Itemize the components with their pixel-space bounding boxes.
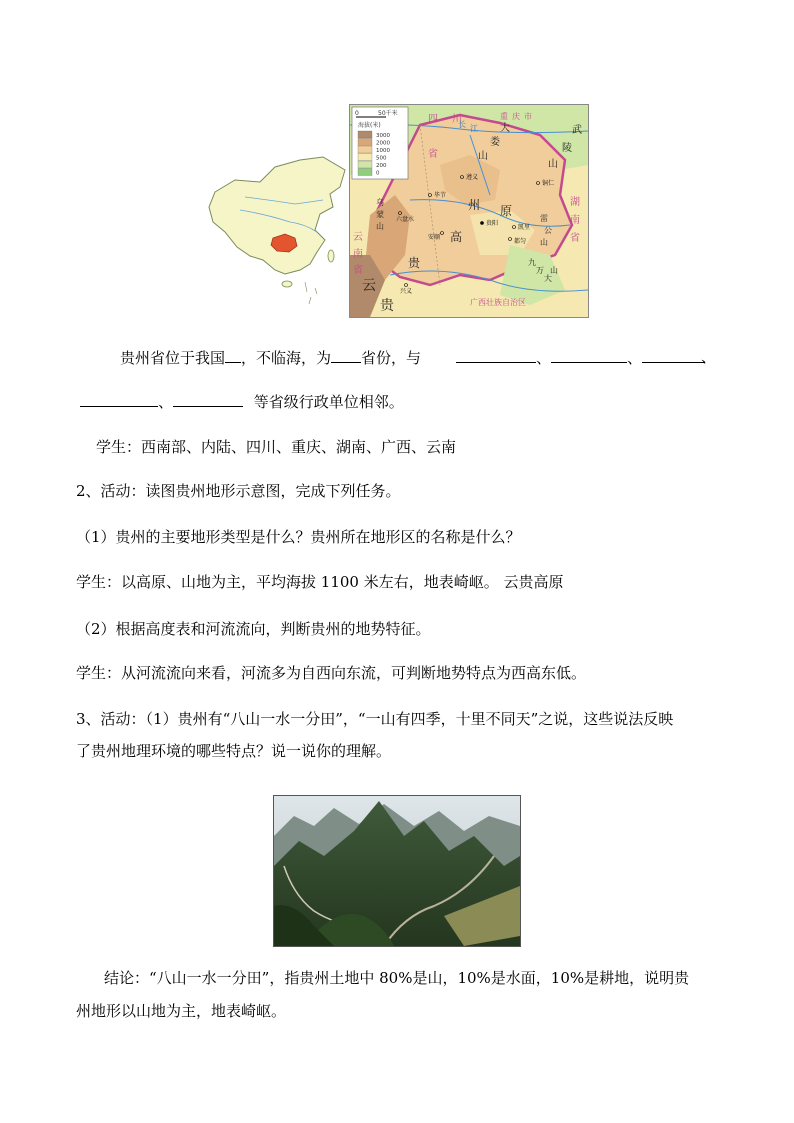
legend-level-label: 200 — [376, 163, 387, 169]
city-anshun: 安顺 — [428, 234, 441, 241]
label-hunan-3: 省 — [570, 233, 580, 244]
legend-title: 海拔(米) — [358, 122, 381, 129]
activity-3-line-1: 3、活动：（1）贵州有“八山一水一分田”，“一山有四季，十里不同天”之说，这些说法反映 — [76, 710, 674, 728]
karst-mountain-photo — [273, 795, 521, 947]
separator-4: 、 — [158, 393, 174, 411]
label-yunnan-3: 省 — [353, 265, 363, 276]
answer-2-2: 学生：从河流流向来看，河流多为自西向东流，可判断地势特点为西高东低。 — [76, 664, 587, 682]
legend-level-label: 1000 — [376, 148, 390, 154]
city-xingyi: 兴义 — [400, 288, 413, 295]
label-gui-2: 贵 — [380, 298, 394, 314]
label-chongqing-3: 市 — [524, 112, 532, 121]
label-yunnan-2: 南 — [353, 249, 363, 260]
label-chang: 长 — [458, 120, 466, 129]
label-wu2: 乌 — [376, 198, 384, 207]
fill-blank-question-line-1 — [120, 346, 421, 369]
city-kaili: 凯里 — [518, 224, 531, 231]
activity-2-heading: 2、活动：读图贵州地形示意图，完成下列任务。 — [76, 482, 401, 500]
label-yun: 云 — [362, 278, 376, 294]
label-guangxi: 广西壮族自治区 — [470, 298, 526, 307]
label-jiu: 九 — [528, 258, 536, 267]
label-da-2: 大 — [544, 274, 552, 283]
china-outline — [209, 157, 345, 274]
label-shan-1: 山 — [478, 151, 488, 162]
question-2-2: （2）根据高度表和河流流向，判断贵州的地势特征。 — [76, 620, 431, 638]
conclusion-line-1: 结论：“八山一水一分田”，指贵州土地中 80%是山，10%是水面，10%是耕地，说明贵 — [104, 969, 690, 987]
blank-location[interactable] — [225, 346, 241, 363]
label-shan-3: 山 — [376, 222, 384, 231]
label-lei: 雷 — [540, 214, 548, 223]
blank-type[interactable] — [331, 346, 361, 363]
legend-swatch — [358, 169, 372, 176]
conclusion-line-2: 州地形以山地为主，地表崎岖。 — [76, 1002, 287, 1020]
city-bijie: 毕节 — [434, 192, 447, 199]
city-liupanshui: 六盘水 — [396, 216, 415, 223]
china-locator-map — [205, 152, 355, 312]
blank-neighbor-3[interactable] — [642, 346, 704, 363]
label-hunan-2: 南 — [570, 215, 580, 226]
city-guiyang: 贵阳 — [486, 220, 499, 227]
city-tongren: 铜仁 — [542, 180, 555, 187]
blank-neighbor-4[interactable] — [80, 390, 158, 407]
legend-level-label: 500 — [376, 155, 387, 162]
label-chongqing-2: 庆 — [512, 112, 520, 121]
legend-swatch — [358, 139, 372, 146]
label-ling: 陵 — [562, 143, 572, 154]
legend-swatch — [358, 161, 372, 168]
label-shan-4: 山 — [540, 238, 548, 247]
label-gao: 高 — [450, 230, 463, 244]
q1-text-a: 贵州省位于我国 — [120, 349, 226, 367]
legend-swatch — [358, 131, 372, 138]
legend-swatch — [358, 154, 372, 161]
label-sichuan-1: 四 — [428, 114, 438, 125]
label-hunan-1: 湖 — [570, 197, 580, 208]
label-zhou: 州 — [468, 198, 481, 212]
blank-neighbor-2[interactable] — [551, 346, 627, 363]
question-2-1: （1）贵州的主要地形类型是什么？贵州所在地形区的名称是什么？ — [76, 528, 521, 546]
legend-level-label: 3000 — [376, 133, 390, 139]
scale-label: 50千米 — [378, 110, 398, 117]
answer-2-1: 学生：以高原、山地为主，平均海拔 1100 米左右，地表崎岖。 云贵高原 — [76, 573, 564, 591]
city-duyun: 都匀 — [514, 238, 527, 245]
scale-zero: 0 — [355, 110, 359, 117]
legend-level-label: 0 — [376, 170, 380, 177]
answer-1: 学生：西南部、内陆、四川、重庆、湖南、广西、云南 — [96, 438, 457, 456]
elevation-legend — [352, 107, 408, 179]
label-gui: 贵 — [408, 256, 421, 270]
blank-neighbor-5[interactable] — [173, 390, 243, 407]
taiwan-island — [328, 250, 334, 262]
label-gong: 公 — [544, 226, 552, 235]
neighbor-blanks-line-1 — [456, 346, 704, 369]
label-sichuan-2: 川 — [452, 114, 462, 125]
legend-level-label: 2000 — [376, 140, 390, 147]
q1-text-tail: 等省级行政单位相邻。 — [253, 393, 404, 411]
label-wan: 万 — [536, 266, 544, 275]
label-shan-2: 山 — [548, 159, 558, 170]
label-lou: 娄 — [490, 137, 500, 148]
separator-1: 、 — [536, 349, 552, 367]
label-wu: 武 — [572, 125, 582, 136]
label-shan-5: 山 — [550, 266, 558, 275]
label-jiang: 江 — [470, 124, 478, 133]
blank-neighbor-1[interactable] — [456, 346, 536, 363]
label-chongqing-1: 重 — [500, 112, 508, 121]
fill-blank-question-line-2 — [80, 390, 404, 413]
label-sichuan-3: 省 — [428, 149, 438, 160]
separator-end-line-1: 、 — [701, 348, 717, 366]
separator-2: 、 — [627, 349, 643, 367]
label-yunnan-1: 云 — [353, 232, 363, 243]
label-yuan: 原 — [500, 204, 513, 218]
activity-3-line-2: 了贵州地理环境的哪些特点？说一说你的理解。 — [76, 742, 392, 760]
q1-text-b: ，不临海，为 — [241, 349, 332, 367]
q1-text-c: 省份，与 — [361, 349, 422, 367]
hainan-island — [282, 281, 292, 287]
guizhou-terrain-map — [349, 104, 589, 318]
city-zunyi: 遵义 — [466, 174, 479, 181]
label-meng: 蒙 — [376, 210, 384, 219]
label-da: 大 — [500, 123, 510, 134]
legend-swatch — [358, 146, 372, 153]
